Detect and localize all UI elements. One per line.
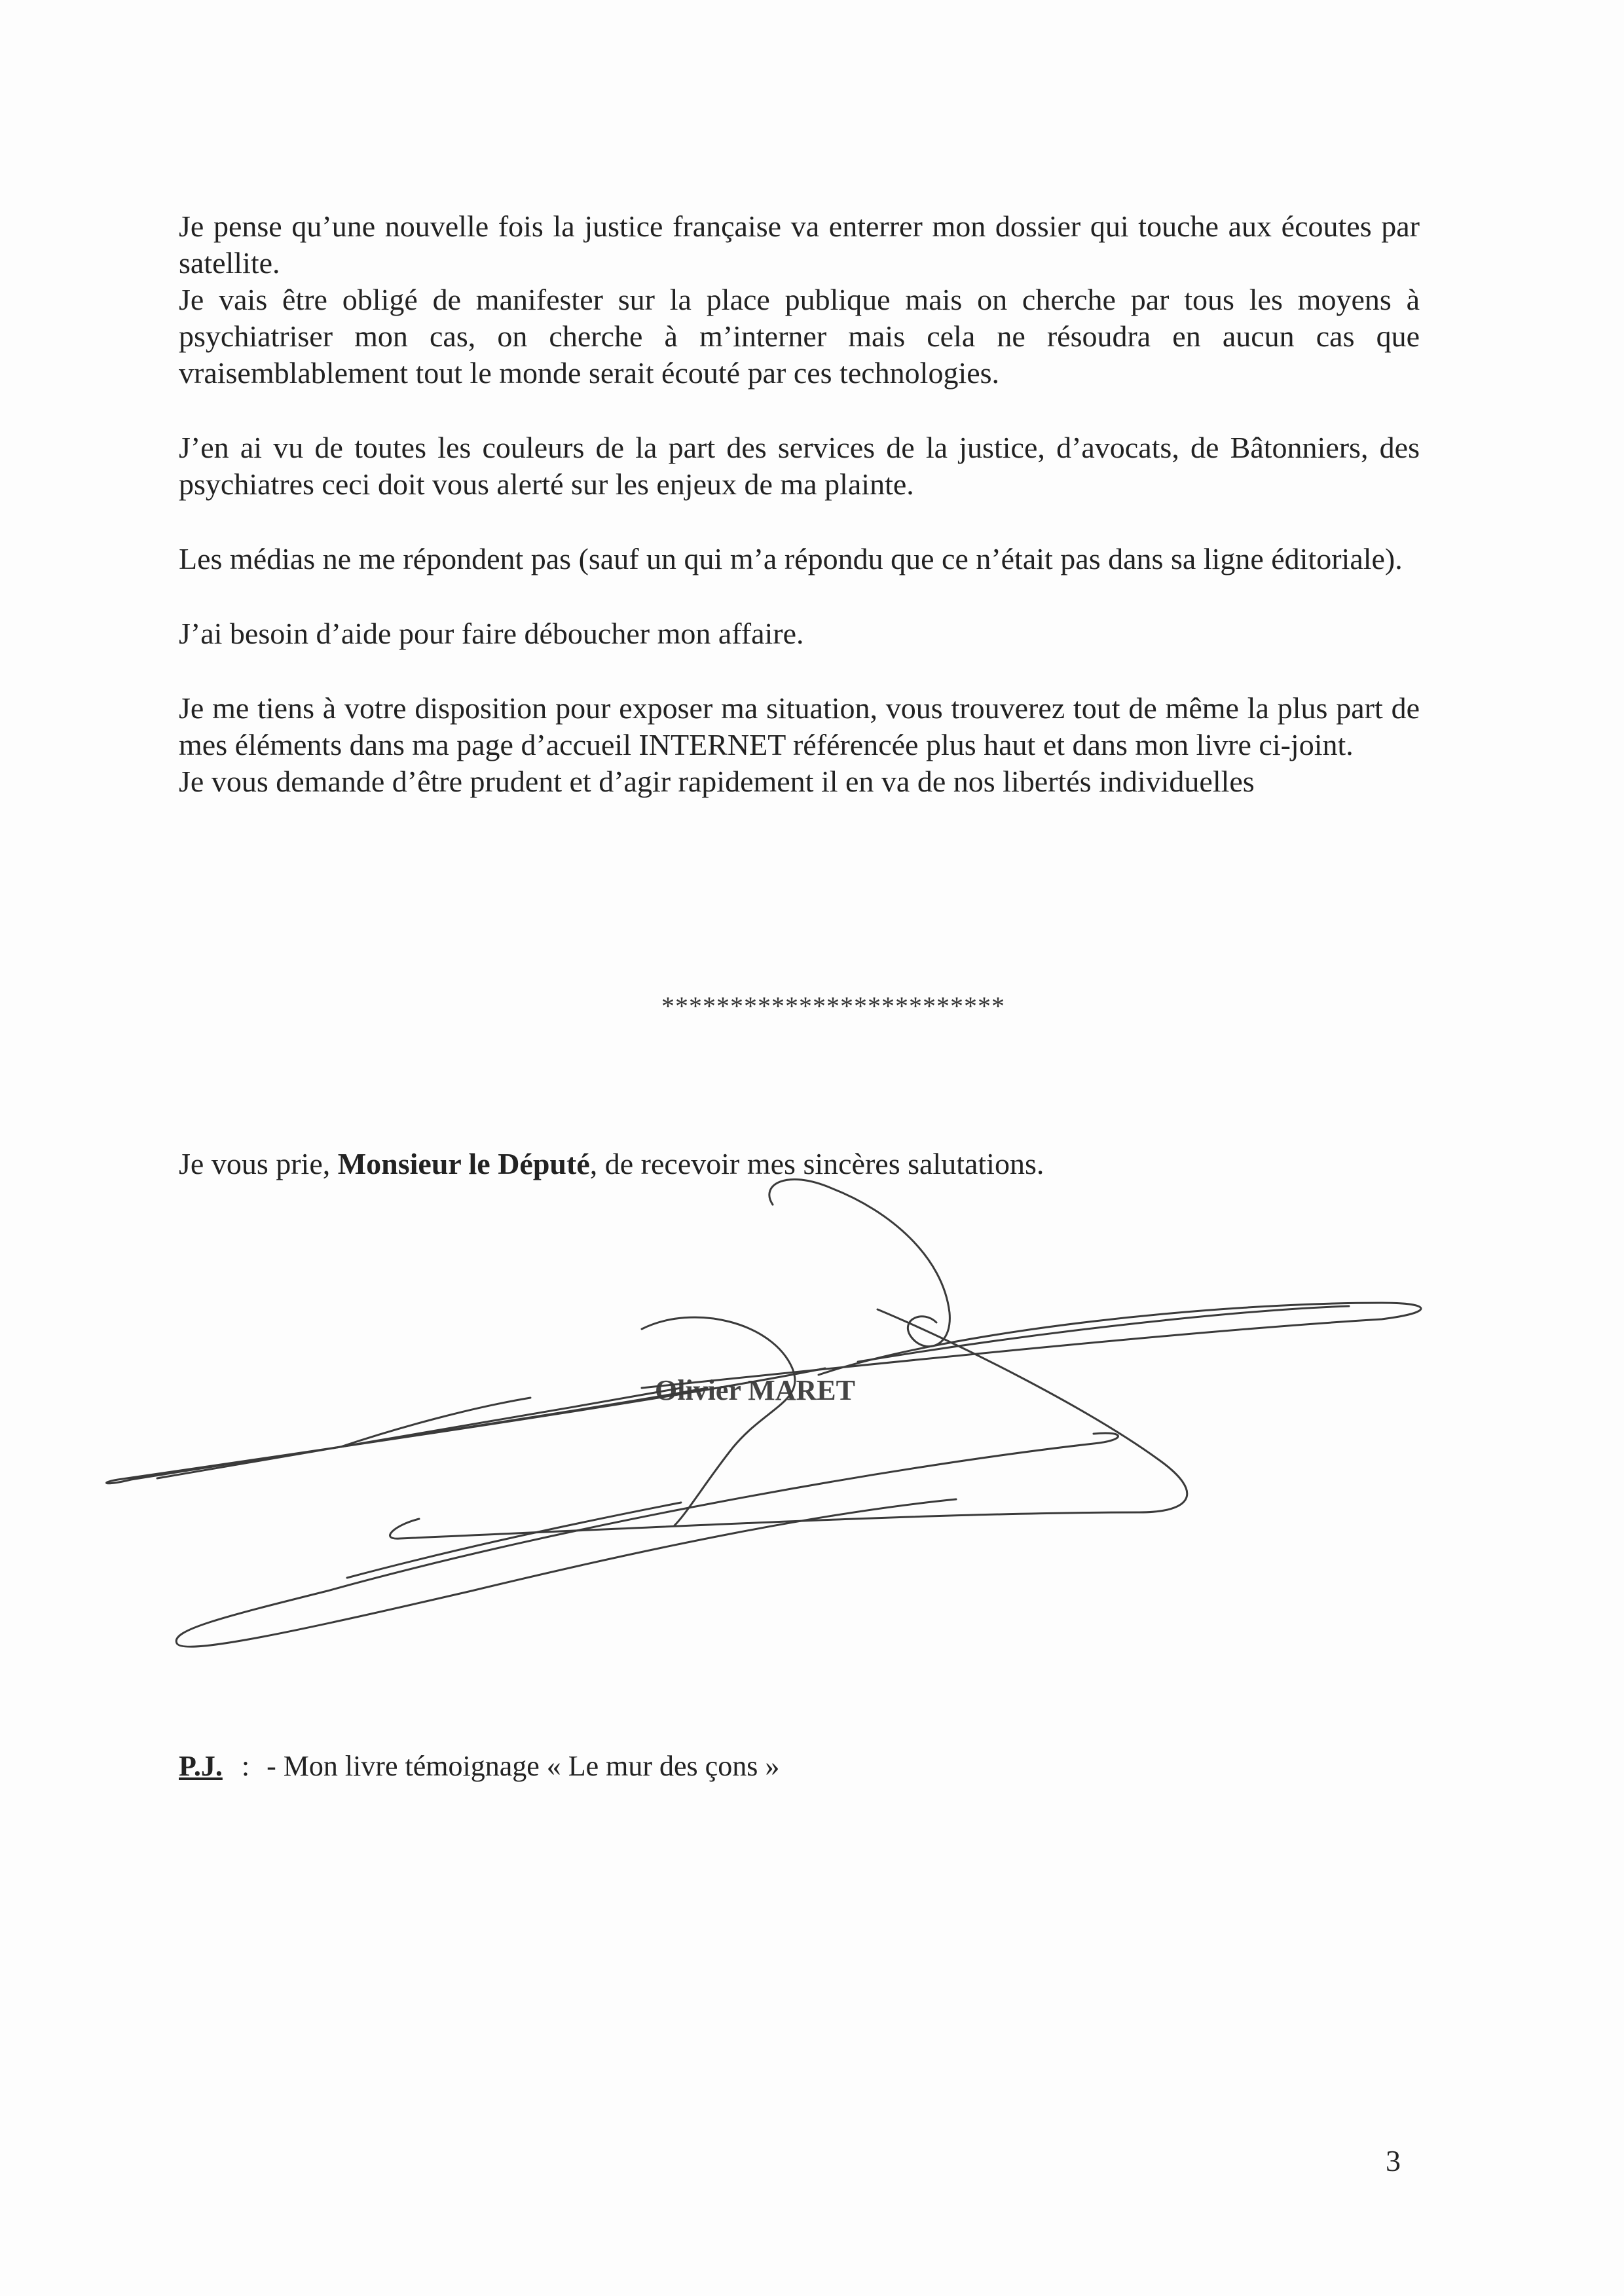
paragraph-wiretapping: Je pense qu’une nouvelle fois la justice française va enterrer mon dossier qui touche aux écoutes par satellite. [179, 210, 1420, 280]
closing-addressee: Monsieur le Député [337, 1147, 590, 1180]
closing-before: Je vous prie, [179, 1147, 338, 1180]
handwritten-signature [105, 1172, 1447, 1669]
paragraph-protest: Je vais être obligé de manifester sur la place publique mais on cherche par tous les moyens à psychiatriser mon cas, on cherche à m’interner mais cela ne résoudra en aucun cas que vraisemblablement tout le monde serait écouté par ces technologies. [179, 283, 1420, 390]
paragraph-availability: Je me tiens à votre disposition pour exposer ma situation, vous trouverez tout de même la plus part de mes éléments dans ma page d’accueil INTERNET référencée plus haut et dans mon livre ci-joint. [179, 691, 1420, 761]
paragraph-help: J’ai besoin d’aide pour faire déboucher mon affaire. [179, 617, 804, 650]
closing-after: , de recevoir mes sincères salutations. [589, 1147, 1044, 1180]
attachment-text: - Mon livre témoignage « Le mur des çons » [267, 1750, 780, 1782]
paragraph-request: Je vous demande d’être prudent et d’agir rapidement il en va de nos libertés individuelles [179, 765, 1255, 798]
attachment-line [179, 1748, 779, 1785]
signer-name: Olivier MARET [655, 1374, 855, 1406]
attachment-label: P.J. [179, 1750, 223, 1782]
letter-body [179, 208, 1420, 800]
attachment-separator: : [234, 1750, 250, 1782]
page-number: 3 [1386, 2144, 1401, 2178]
separator-stars: ************************* [661, 991, 1005, 1021]
paragraph-media: Les médias ne me répondent pas (sauf un qui m’a répondu que ce n’était pas dans sa ligne éditoriale). [179, 542, 1403, 575]
paragraph-experiences: J’en ai vu de toutes les couleurs de la part des services de la justice, d’avocats, de Bâtonniers, des psychiatres ceci doit vous alerté sur les enjeux de ma plainte. [179, 431, 1420, 501]
